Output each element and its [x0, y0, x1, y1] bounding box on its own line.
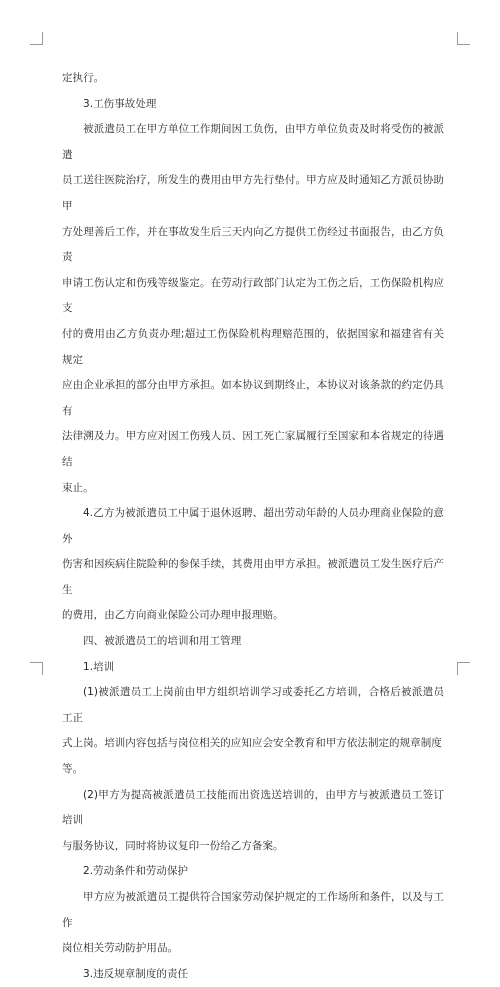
- paragraph-line: 付的费用由乙方负责办理;超过工伤保险机构理赔范围的，依据国家和福建省有关规定: [62, 327, 444, 366]
- paragraph-line: 3.违反规章制度的责任: [83, 967, 189, 980]
- paragraph-line: 式上岗。培训内容包括与岗位相关的应知应会安全教育和甲方依法制定的规章制度等。: [62, 737, 442, 776]
- paragraph-line: 甲方应为被派遣员工提供符合国家劳动保护规定的工作场所和条件，以及与工作: [62, 891, 444, 929]
- paragraph-line: 2.劳动条件和劳动保护: [83, 865, 189, 878]
- crop-mark-bottom-left: [30, 662, 43, 675]
- paragraph-line: (2)甲方为提高被派遣员工技能而出资选送培训的，由甲方与被派遣员工签订培训: [62, 788, 444, 827]
- paragraph-line: 被派遣员工在甲方单位工作期间因工负伤，由甲方单位负责及时将受伤的被派遣: [62, 123, 444, 161]
- document-body: [62, 66, 444, 987]
- paragraph-line: 申请工伤认定和伤残等级鉴定。在劳动行政部门认定为工伤之后，工伤保险机构应支: [62, 276, 444, 315]
- paragraph-line: 1.培训: [83, 660, 115, 673]
- crop-mark-bottom-right: [457, 662, 470, 675]
- paragraph-line: 4.乙方为被派遣员工中属于退休返聘、超出劳动年龄的人员办理商业保险的意外: [62, 507, 444, 545]
- paragraph-line: 3.工伤事故处理: [83, 97, 157, 110]
- paragraph-line: 四、被派遣员工的培训和用工管理: [83, 635, 242, 648]
- paragraph-line: 法律溯及力。甲方应对因工伤残人员、因工死亡家属履行至国家和本省规定的待遇结: [62, 430, 444, 468]
- paragraph-line: 应由企业承担的部分由甲方承担。如本协议到期终止，本协议对该条款的约定仍具有: [62, 379, 444, 417]
- paragraph-line: 与服务协议，同时将协议复印一份给乙方备案。: [62, 839, 284, 852]
- paragraph-line: 束止。: [62, 481, 94, 494]
- paragraph-line: (1)被派遣员工上岗前由甲方组织培训学习或委托乙方培训，合格后被派遣员工正: [62, 686, 444, 724]
- paragraph-line: 岗位相关劳动防护用品。: [62, 942, 179, 955]
- paragraph-line: 伤害和因疾病住院险种的参保手续，其费用由甲方承担。被派遣员工发生医疗后产生: [62, 558, 444, 596]
- paragraph-line: 定执行。: [62, 72, 105, 84]
- paragraph-line: 员工送往医院治疗，所发生的费用由甲方先行垫付。甲方应及时通知乙方派员协助甲: [62, 174, 444, 212]
- crop-mark-top-right: [457, 32, 470, 45]
- crop-mark-top-left: [30, 32, 43, 45]
- paragraph-line: 方处理善后工作，并在事故发生后三天内向乙方提供工伤经过书面报告，由乙方负责: [62, 225, 444, 264]
- paragraph-line: 的费用，由乙方向商业保险公司办理申报理赔。: [62, 609, 284, 622]
